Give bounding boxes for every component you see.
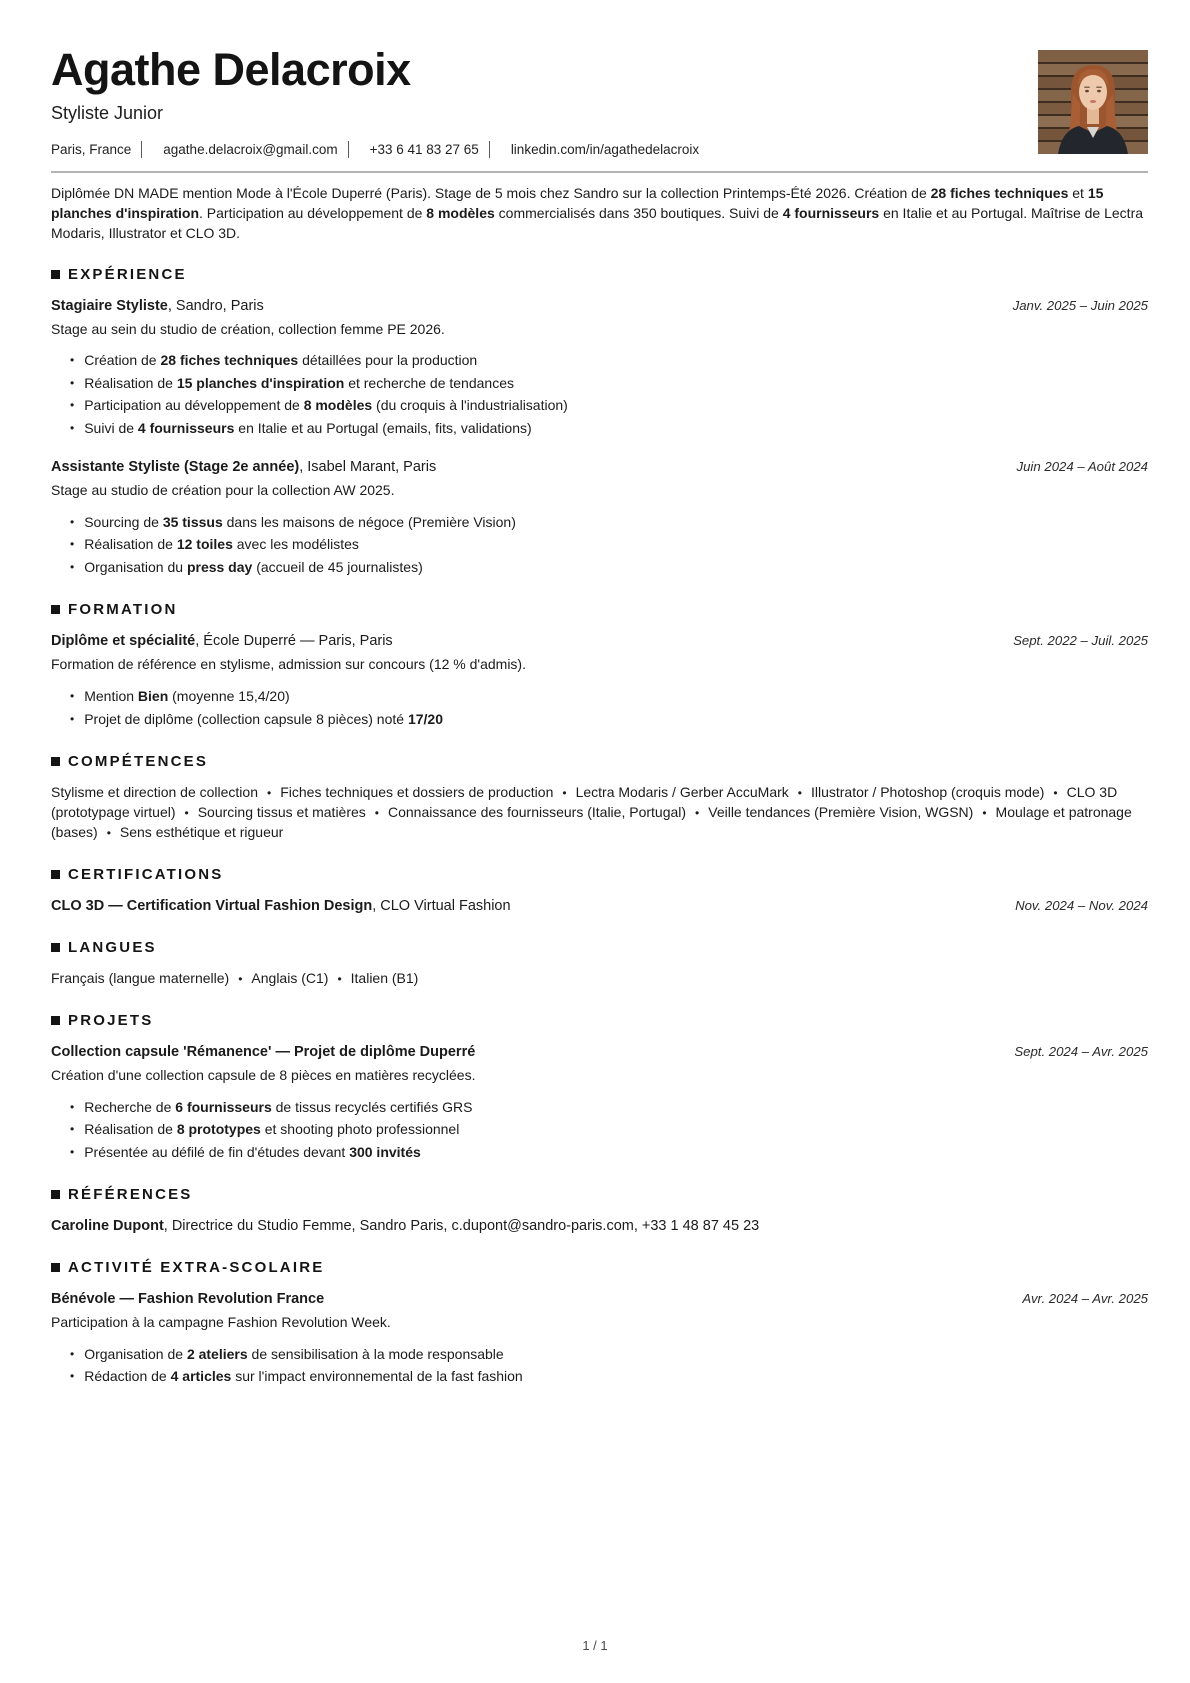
section-body	[51, 631, 1148, 730]
bullet-dot-icon: •	[70, 375, 75, 390]
bold-text: 17/20	[407, 710, 443, 727]
bold-text: Assistante Styliste (Stage 2e année)	[51, 459, 300, 476]
text: Recherche de	[84, 1098, 176, 1115]
section-body	[51, 1042, 1148, 1163]
text: , Sandro, Paris	[167, 297, 264, 314]
header-text	[51, 44, 1038, 158]
entry-header	[51, 457, 1148, 477]
inline-item: Stylisme et direction de collection	[51, 784, 258, 801]
text: de tissus recyclés certifiés GRS	[271, 1098, 473, 1115]
bullet-text	[84, 1343, 504, 1366]
section-heading	[51, 1186, 1148, 1203]
bullet-dot-icon: •	[70, 1122, 75, 1137]
separator-dot-icon: •	[106, 826, 111, 841]
entry-date: Sept. 2024 – Avr. 2025	[1014, 1044, 1148, 1060]
entry-title	[51, 296, 284, 316]
entry-date: Sept. 2022 – Juil. 2025	[1013, 633, 1148, 649]
bullet-text	[84, 1141, 421, 1164]
text: commercialisés dans 350 boutiques. Suivi de	[494, 204, 783, 221]
text: , CLO Virtual Fashion	[372, 898, 511, 915]
text: . Participation au développement de	[199, 204, 427, 221]
text: et	[1068, 184, 1088, 201]
inline-item: Italien (B1)	[350, 970, 419, 987]
bullet-item	[51, 417, 1148, 440]
text: (moyenne 15,4/20)	[168, 688, 290, 705]
bullet-text	[84, 417, 531, 440]
text: Rédaction de	[84, 1368, 171, 1385]
bold-text: 8 modèles	[426, 204, 495, 221]
bold-text: 8 prototypes	[176, 1121, 261, 1138]
section	[51, 1186, 1148, 1236]
bullet-text	[84, 1118, 459, 1141]
text: détaillées pour la production	[298, 352, 478, 369]
bullet-item	[51, 1118, 1148, 1141]
section	[51, 866, 1148, 916]
inline-item: Anglais (C1)	[251, 970, 329, 987]
contact-row	[51, 141, 1038, 158]
section-body	[51, 969, 1148, 989]
section-heading	[51, 753, 1148, 770]
bullet-text	[84, 394, 568, 417]
section-marker-icon	[51, 1016, 60, 1025]
text: sur l'impact environnemental de la fast fashion	[231, 1368, 523, 1385]
bullet-text	[84, 1096, 472, 1119]
bold-text: 300 invités	[349, 1143, 421, 1160]
section-body	[51, 896, 1148, 916]
entry-bullets	[51, 685, 1148, 730]
bold-text: 2 ateliers	[186, 1345, 248, 1362]
section-marker-icon	[51, 1190, 60, 1199]
bold-text: 4 articles	[170, 1368, 232, 1385]
text: (accueil de 45 journalistes)	[252, 558, 423, 575]
separator-dot-icon: •	[797, 786, 802, 801]
bullet-dot-icon: •	[70, 559, 75, 574]
entry-header	[51, 1216, 1148, 1236]
text: Projet de diplôme (collection capsule 8 pièces) noté	[84, 710, 408, 727]
text: Participation au développement de	[84, 397, 304, 414]
bullet-dot-icon: •	[70, 420, 75, 435]
bold-text: 35 tissus	[162, 513, 223, 530]
bold-text: Caroline Dupont	[51, 1218, 164, 1235]
bold-text: 28 fiches techniques	[930, 184, 1069, 201]
bold-text: 15 planches d'inspiration	[51, 184, 1104, 221]
entry-description: Création d'une collection capsule de 8 pièces en matières recyclées.	[51, 1067, 476, 1084]
bullet-text	[84, 349, 477, 372]
header	[51, 44, 1148, 158]
inline-item: Moulage et patronage (bases)	[51, 804, 1132, 841]
section-title: ACTIVITÉ EXTRA-SCOLAIRE	[68, 1259, 325, 1277]
entry-header	[51, 631, 1148, 651]
section-body	[51, 1216, 1148, 1236]
bullet-item	[51, 1343, 1148, 1366]
separator-dot-icon: •	[374, 806, 379, 821]
text: Réalisation de	[84, 536, 177, 553]
entry-date: Avr. 2024 – Avr. 2025	[1022, 1291, 1148, 1307]
text: , Directrice du Studio Femme, Sandro Paris, c.dupont@sandro-paris.com, +33 1 48 87 45 23	[163, 1218, 760, 1235]
bullet-item	[51, 556, 1148, 579]
text: , École Duperré — Paris, Paris	[195, 633, 393, 650]
entry-date: Janv. 2025 – Juin 2025	[1012, 297, 1148, 313]
separator-dot-icon: •	[267, 786, 272, 801]
bullet-text	[84, 1365, 523, 1388]
page-number: 1 / 1	[582, 1638, 608, 1653]
bullet-dot-icon: •	[70, 1144, 75, 1159]
entry-description: Formation de référence en stylisme, admission sur concours (12 % d'admis).	[51, 656, 526, 673]
bullet-item	[51, 685, 1148, 708]
inline-item: CLO 3D (prototypage virtuel)	[51, 784, 1118, 821]
section-marker-icon	[51, 1263, 60, 1272]
entry-date: Nov. 2024 – Nov. 2024	[1015, 898, 1148, 914]
inline-item: Fiches techniques et dossiers de production	[280, 784, 554, 801]
bullet-item	[51, 511, 1148, 534]
entry	[51, 1042, 1148, 1163]
bold-text: Bénévole — Fashion Revolution France	[51, 1291, 325, 1308]
section-marker-icon	[51, 270, 60, 279]
text: Réalisation de	[84, 1121, 177, 1138]
bold-text: 8 modèles	[303, 397, 373, 414]
separator-dot-icon: •	[1053, 786, 1058, 801]
bullet-dot-icon: •	[70, 398, 75, 413]
bullet-dot-icon: •	[70, 1346, 75, 1361]
bullet-item	[51, 349, 1148, 372]
entry	[51, 1289, 1148, 1388]
bullet-dot-icon: •	[70, 537, 75, 552]
section-title: RÉFÉRENCES	[68, 1186, 193, 1204]
entry-description: Stage au studio de création pour la collection AW 2025.	[51, 482, 395, 499]
section-heading	[51, 866, 1148, 883]
bullet-text	[84, 685, 289, 708]
entry-title	[51, 896, 531, 916]
bold-text: press day	[186, 558, 253, 575]
bullet-text	[84, 708, 443, 731]
bullet-dot-icon: •	[70, 689, 75, 704]
entry-header	[51, 1289, 1148, 1309]
bullet-dot-icon: •	[70, 711, 75, 726]
section	[51, 1259, 1148, 1388]
inline-skill-list	[51, 969, 1148, 989]
entry-bullets	[51, 1343, 1148, 1388]
text: Création de	[84, 352, 161, 369]
entry-bullets	[51, 349, 1148, 439]
text: Sourcing de	[84, 513, 163, 530]
text: Réalisation de	[84, 374, 177, 391]
bullet-item	[51, 533, 1148, 556]
inline-item: Sourcing tissus et matières	[197, 804, 366, 821]
contact-location: Paris, France	[51, 141, 132, 157]
inline-item: Français (langue maternelle)	[51, 970, 230, 987]
section-body	[51, 296, 1148, 579]
profile-photo	[1038, 50, 1148, 154]
separator-dot-icon: •	[562, 786, 567, 801]
entry	[51, 296, 1148, 440]
section	[51, 1012, 1148, 1163]
bold-text: Stagiaire Styliste	[51, 297, 168, 314]
entry-bullets	[51, 511, 1148, 579]
entry-description: Participation à la campagne Fashion Revolution Week.	[51, 1314, 391, 1331]
text: en Italie et au Portugal (emails, fits, validations)	[234, 419, 532, 436]
bullet-item	[51, 372, 1148, 395]
bullet-item	[51, 1096, 1148, 1119]
section	[51, 939, 1148, 989]
bold-text: 15 planches d'inspiration	[176, 374, 345, 391]
bold-text: CLO 3D — Certification Virtual Fashion Design	[51, 898, 373, 915]
section-marker-icon	[51, 605, 60, 614]
text: en Italie et au Portugal. Maîtrise de Lectra Modaris, Illustrator et CLO 3D.	[51, 204, 1144, 241]
entry-title	[51, 631, 413, 651]
bullet-item	[51, 1141, 1148, 1164]
inline-item: Connaissance des fournisseurs (Italie, Portugal)	[388, 804, 687, 821]
separator-dot-icon: •	[238, 972, 243, 987]
entry	[51, 1216, 1148, 1236]
separator-bar-icon	[141, 141, 142, 158]
section-heading	[51, 1259, 1148, 1276]
inline-item: Veille tendances (Première Vision, WGSN)	[708, 804, 974, 821]
entry-title	[51, 457, 456, 477]
text: Organisation de	[84, 1345, 187, 1362]
text: Mention	[84, 688, 138, 705]
section-body	[51, 1289, 1148, 1388]
bullet-dot-icon: •	[70, 353, 75, 368]
text: et recherche de tendances	[344, 374, 514, 391]
contact-email[interactable]: agathe.delacroix@gmail.com	[163, 141, 338, 157]
entry-date: Juin 2024 – Août 2024	[1016, 459, 1148, 475]
section-title: LANGUES	[68, 939, 157, 957]
bold-text: Diplôme et spécialité	[51, 633, 196, 650]
inline-item: Lectra Modaris / Gerber AccuMark	[575, 784, 789, 801]
entry-title	[51, 1216, 779, 1236]
separator-bar-icon	[348, 141, 349, 158]
section-title: PROJETS	[68, 1012, 154, 1030]
separator-dot-icon: •	[337, 972, 342, 987]
entry-bullets	[51, 1096, 1148, 1164]
text: Diplômée DN MADE mention Mode à l'École Duperré (Paris). Stage de 5 mois chez Sandro sur la collection Printemps-Été 2026. Création de	[51, 184, 931, 201]
separator-bar-icon	[489, 141, 490, 158]
separator-dot-icon: •	[184, 806, 189, 821]
bullet-text	[84, 372, 514, 395]
text: et shooting photo professionnel	[260, 1121, 460, 1138]
bullet-text	[84, 556, 423, 579]
entry-title	[51, 1289, 344, 1309]
bold-text: 28 fiches techniques	[160, 352, 299, 369]
section	[51, 753, 1148, 843]
section-heading	[51, 601, 1148, 618]
contact-phone: +33 6 41 83 27 65	[369, 141, 479, 157]
entry	[51, 631, 1148, 730]
section	[51, 601, 1148, 730]
bullet-item	[51, 708, 1148, 731]
section-marker-icon	[51, 943, 60, 952]
section-title: EXPÉRIENCE	[68, 265, 187, 283]
bullet-text	[84, 533, 359, 556]
entry-description: Stage au sein du studio de création, collection femme PE 2026.	[51, 320, 445, 337]
section-marker-icon	[51, 870, 60, 879]
section-marker-icon	[51, 757, 60, 766]
bold-text: 6 fournisseurs	[175, 1098, 272, 1115]
section-body	[51, 783, 1148, 843]
bullet-dot-icon: •	[70, 514, 75, 529]
text: (du croquis à l'industrialisation)	[372, 397, 568, 414]
entry	[51, 457, 1148, 578]
entry-header	[51, 896, 1148, 916]
contact-linkedin[interactable]: linkedin.com/in/agathedelacroix	[510, 141, 700, 157]
bold-text: 12 toiles	[176, 536, 233, 553]
bullet-text	[84, 511, 516, 534]
entry-header	[51, 296, 1148, 316]
text: Organisation du	[84, 558, 187, 575]
bullet-item	[51, 394, 1148, 417]
text: , Isabel Marant, Paris	[299, 459, 437, 476]
text: dans les maisons de négoce (Première Vision)	[222, 513, 516, 530]
text: de sensibilisation à la mode responsable	[247, 1345, 504, 1362]
section-heading	[51, 1012, 1148, 1029]
summary-paragraph	[51, 183, 1148, 243]
inline-item: Illustrator / Photoshop (croquis mode)	[810, 784, 1045, 801]
section-title: FORMATION	[68, 601, 178, 619]
section-title: CERTIFICATIONS	[68, 866, 224, 884]
section	[51, 266, 1148, 579]
entry-header	[51, 1042, 1148, 1062]
header-divider	[51, 171, 1148, 173]
separator-dot-icon: •	[695, 806, 700, 821]
bold-text: 4 fournisseurs	[782, 204, 880, 221]
inline-item: Sens esthétique et rigueur	[119, 824, 284, 841]
name-heading: Agathe Delacroix	[51, 44, 411, 95]
job-title: Styliste Junior	[51, 102, 164, 123]
section-heading	[51, 939, 1148, 956]
bold-text: Collection capsule 'Rémanence' — Projet de diplôme Duperré	[51, 1044, 476, 1061]
bold-text: 4 fournisseurs	[137, 419, 235, 436]
bullet-dot-icon: •	[70, 1099, 75, 1114]
entry	[51, 896, 1148, 916]
section-heading	[51, 266, 1148, 283]
separator-dot-icon: •	[982, 806, 987, 821]
inline-skill-list	[51, 783, 1148, 843]
bold-text: Bien	[137, 688, 169, 705]
text: avec les modélistes	[232, 536, 359, 553]
bullet-item	[51, 1365, 1148, 1388]
text: Présentée au défilé de fin d'études devant	[84, 1143, 350, 1160]
text: Suivi de	[84, 419, 138, 436]
section-title: COMPÉTENCES	[68, 753, 209, 771]
entry-title	[51, 1042, 495, 1062]
bullet-dot-icon: •	[70, 1369, 75, 1384]
sections-container	[51, 266, 1148, 1388]
